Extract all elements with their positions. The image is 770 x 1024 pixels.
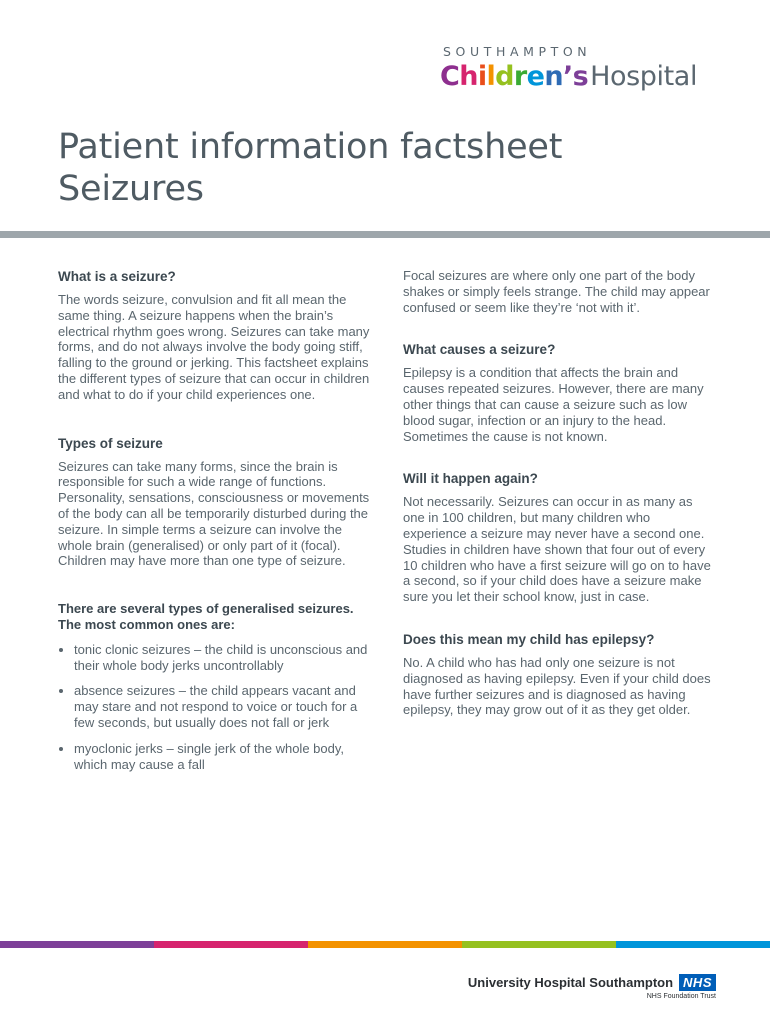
- logo-wordmark: [440, 61, 730, 92]
- logo-letter: ’s: [562, 61, 589, 92]
- types-of-seizure-body: Seizures can take many forms, since the brain is responsible for such a wide range of functions. Personality, sensations, consciousness or movements of the body can all be temporarily disturbed during the seizure. In simple terms a seizure can involve the whole brain (generalised) or only part of it (focal). Children may have more than one type of seizure.: [58, 458, 370, 569]
- stripe-segment: [154, 941, 308, 948]
- hospital-logo: [440, 44, 730, 92]
- logo-letter: e: [526, 61, 545, 92]
- stripe-segment: [308, 941, 462, 948]
- types-of-seizure-heading: Types of seizure: [58, 435, 163, 451]
- list-item: [58, 683, 370, 730]
- what-is-seizure-body: The words seizure, convulsion and fit all mean the same thing. A seizure happens when the brain’s electrical rhythm goes wrong. Seizures can take many forms, and do not always involve the body going stiff, falling to the ground or jerking. This factsheet explains the different types of seizure that can occur in children and what to do if your child experiences one.: [58, 292, 370, 402]
- happen-again-body: Not necessarily. Seizures can occur in as many as one in 100 children, but many children who experience a seizure may never have a second one. Studies in children have shown that four out of every 10 children who have a first seizure will go on to have a second, so if your child does have a seizure make sure you let their school know, just in case.: [403, 494, 711, 605]
- list-item: [58, 741, 370, 773]
- footer-logo: [467, 974, 716, 1000]
- generalised-intro: There are several types of generalised seizures. The most common ones are:: [58, 601, 354, 632]
- what-causes-body: Epilepsy is a condition that affects the brain and causes repeated seizures. However, there are many other things that can cause a seizure such as low blood sugar, infection or an injury to the head. Sometimes the cause is not known.: [403, 365, 704, 444]
- stripe-segment: [0, 941, 154, 948]
- focal-seizures-body: Focal seizures are where only one part of the body shakes or simply feels strange. The child may appear confused or seem like they’re ‘not with it’.: [403, 268, 710, 315]
- header-divider: [0, 231, 770, 238]
- footer-trust: NHS Foundation Trust: [646, 993, 716, 1000]
- list-item-text: absence seizures – the child appears vacant and may stare and not respond to voice or touch for a few seconds, but usually does not fall or jerk: [74, 683, 358, 730]
- happen-again-heading: Will it happen again?: [403, 471, 538, 487]
- epilepsy-heading: Does this mean my child has epilepsy?: [403, 631, 655, 647]
- logo-letter: n: [544, 61, 563, 92]
- logo-letter: i: [477, 61, 487, 92]
- stripe-segment: [462, 941, 616, 948]
- bullet-icon: [59, 689, 63, 693]
- title-line-2: Seizures: [58, 169, 204, 209]
- what-is-seizure-heading: What is a seizure?: [58, 269, 176, 284]
- what-causes-heading: What causes a seizure?: [403, 342, 556, 358]
- page-title: [58, 126, 562, 210]
- bullet-icon: [59, 747, 63, 751]
- logo-childrens: [440, 61, 588, 92]
- logo-letter: C: [440, 61, 460, 92]
- logo-letter: d: [495, 61, 514, 92]
- nhs-logo: NHS: [679, 974, 716, 991]
- list-item-text: tonic clonic seizures – the child is unconscious and their whole body jerks uncontrollably: [74, 641, 368, 673]
- left-column: [58, 268, 370, 782]
- list-item: [58, 642, 370, 674]
- stripe-segment: [616, 941, 770, 948]
- footer-organisation: University Hospital Southampton: [467, 975, 674, 990]
- footer-color-stripe: [0, 941, 770, 948]
- logo-letter: l: [486, 61, 496, 92]
- list-item-text: myoclonic jerks – single jerk of the whole body, which may cause a fall: [74, 740, 344, 772]
- bullet-icon: [59, 648, 63, 652]
- logo-letter: h: [459, 61, 478, 92]
- logo-city: SOUTHAMPTON: [443, 44, 592, 59]
- title-line-1: Patient information factsheet: [58, 127, 563, 167]
- epilepsy-body: No. A child who has had only one seizure is not diagnosed as having epilepsy. Even if your child does have further seizures and is diagnosed as having epilepsy, they may grow out of it as they get older.: [403, 654, 711, 718]
- right-column: [403, 268, 713, 718]
- logo-hospital: Hospital: [590, 61, 698, 92]
- generalised-seizure-list: [58, 642, 370, 773]
- logo-letter: r: [513, 61, 527, 92]
